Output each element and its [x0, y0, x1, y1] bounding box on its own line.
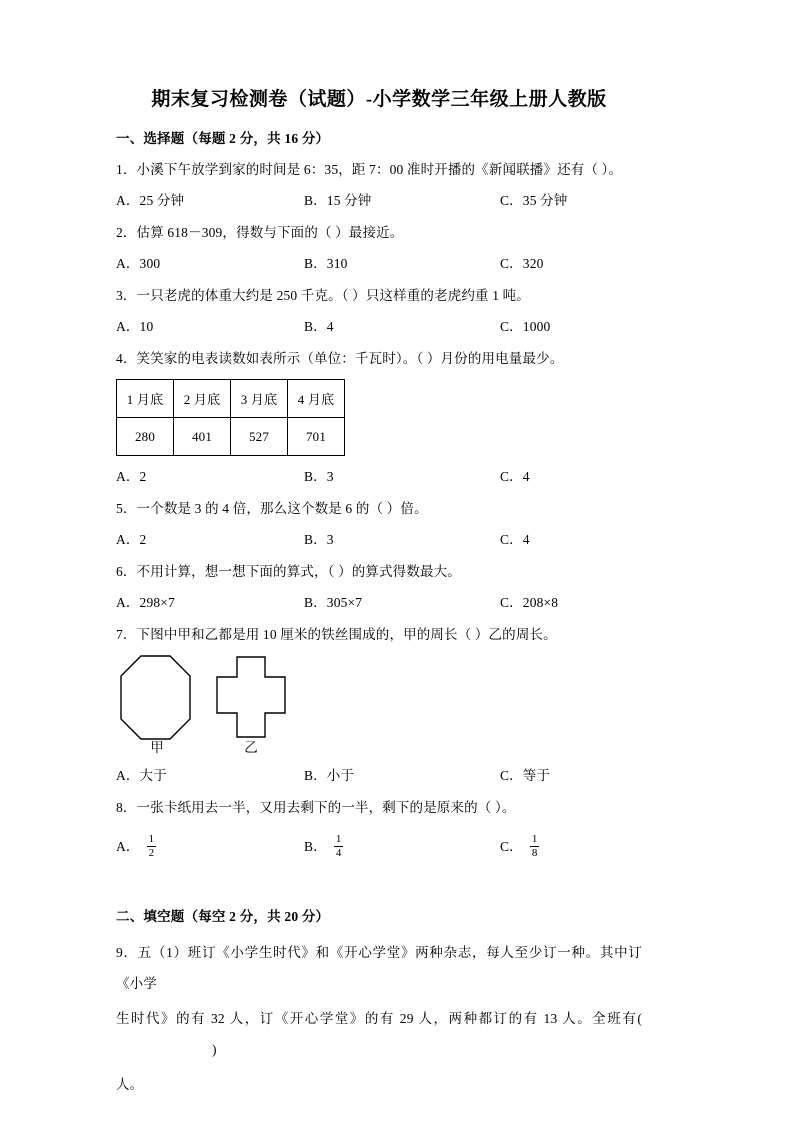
page-content — [116, 86, 642, 1104]
option-c-label: C． — [500, 839, 523, 854]
option-a-label: A． — [116, 839, 140, 854]
question-4-options — [116, 466, 642, 488]
option-b[interactable]: B．3 — [304, 532, 334, 547]
question-1-options — [116, 190, 642, 212]
option-b[interactable]: B．4 — [304, 319, 334, 334]
option-a[interactable]: A．10 — [116, 319, 154, 334]
question-5-stem: 5．一个数是 3 的 4 倍，那么这个数是 6 的（ ）倍。 — [116, 501, 428, 516]
option-b[interactable] — [304, 828, 346, 866]
question-7-options — [116, 765, 642, 787]
option-a[interactable]: A．2 — [116, 469, 147, 484]
option-b[interactable]: B．3 — [304, 469, 334, 484]
question-7-stem: 7．下图中甲和乙都是用 10 厘米的铁丝围成的，甲的周长（ ）乙的周长。 — [116, 627, 557, 642]
option-b[interactable]: B．15 分钟 — [304, 193, 372, 208]
option-c[interactable]: C．等于 — [500, 768, 551, 783]
question-4-stem: 4．笑笑家的电表读数如表所示（单位：千瓦时）。（ ）月份的用电量最少。 — [116, 351, 564, 366]
table-row-values — [117, 418, 345, 456]
option-c[interactable]: C．35 分钟 — [500, 193, 568, 208]
option-a[interactable]: A．298×7 — [116, 595, 175, 610]
table-value-cell: 280 — [117, 418, 174, 456]
question-6-options — [116, 592, 642, 614]
option-a[interactable]: A．2 — [116, 532, 147, 547]
option-b-label: B． — [304, 839, 327, 854]
electric-meter-table — [116, 379, 345, 456]
option-c[interactable] — [500, 828, 542, 866]
option-a[interactable] — [116, 828, 159, 866]
question-8-stem: 8．一张卡纸用去一半，又用去剩下的一半，剩下的是原来的（ ）。 — [116, 800, 516, 815]
table-value-cell: 527 — [231, 418, 288, 456]
option-c[interactable]: C．4 — [500, 469, 530, 484]
question-9-line-3: 人。 — [116, 1077, 144, 1092]
figure-cross-label: 乙 — [244, 740, 258, 755]
fraction-denominator: 2 — [148, 847, 155, 860]
fraction-numerator: 1 — [335, 832, 342, 845]
option-c[interactable]: C．320 — [500, 256, 544, 271]
fraction-one-quarter — [333, 834, 345, 860]
question-3-stem: 3．一只老虎的体重大约是 250 千克。（ ）只这样重的老虎约重 1 吨。 — [116, 288, 530, 303]
question-9-line-1: 9．五（1）班订《小学生时代》和《开心学堂》两种杂志，每人至少订一种。其中订《小学 — [116, 945, 642, 991]
section-heading-fill-blank: 二、填空题（每空 2 分，共 20 分） — [116, 909, 330, 924]
page-title: 期末复习检测卷（试题）-小学数学三年级上册人教版 — [151, 89, 607, 110]
question-3-options — [116, 316, 642, 338]
section-heading-choice: 一、选择题（每题 2 分，共 16 分） — [116, 131, 330, 146]
fraction-one-half — [146, 834, 158, 860]
question-5-options — [116, 529, 642, 551]
fraction-numerator: 1 — [531, 832, 538, 845]
fraction-one-eighth — [529, 834, 541, 860]
option-c[interactable]: C．208×8 — [500, 595, 559, 610]
table-header-cell: 2 月底 — [174, 380, 231, 418]
option-a[interactable]: A．25 分钟 — [116, 193, 185, 208]
fraction-denominator: 8 — [531, 847, 538, 860]
question-9-line-2 — [116, 1003, 642, 1065]
option-b[interactable]: B．小于 — [304, 768, 355, 783]
question-2-options — [116, 253, 642, 275]
table-header-cell: 1 月底 — [117, 380, 174, 418]
fraction-denominator: 4 — [335, 847, 342, 860]
question-1-stem: 1．小溪下午放学到家的时间是 6：35，距 7：00 准时开播的《新闻联播》还有（ ）。 — [116, 162, 623, 177]
figure-octagon — [120, 655, 194, 757]
option-b[interactable]: B．310 — [304, 256, 348, 271]
figure-cross — [212, 655, 290, 757]
question-2-stem: 2．估算 618－309，得数与下面的（ ）最接近。 — [116, 225, 404, 240]
question-6-stem: 6．不用计算，想一想下面的算式，（ ）的算式得数最大。 — [116, 564, 461, 579]
table-header-cell: 3 月底 — [231, 380, 288, 418]
table-row-headers — [117, 380, 345, 418]
question-8-options — [116, 828, 642, 866]
octagon-icon — [120, 655, 194, 741]
table-header-cell: 4 月底 — [288, 380, 345, 418]
question-9-line-2-after: ) — [212, 1042, 217, 1057]
option-a[interactable]: A．大于 — [116, 768, 167, 783]
option-c[interactable]: C．1000 — [500, 319, 551, 334]
option-c[interactable]: C．4 — [500, 532, 530, 547]
cross-shape-icon — [212, 655, 290, 741]
option-a[interactable]: A．300 — [116, 256, 161, 271]
table-value-cell: 701 — [288, 418, 345, 456]
figure-octagon-label: 甲 — [150, 740, 164, 755]
fraction-numerator: 1 — [148, 832, 155, 845]
question-7-figures — [116, 655, 642, 763]
question-9-line-2-before: 生时代》的有 32 人，订《开心学堂》的有 29 人，两种都订的有 13 人。全班有( — [116, 1011, 642, 1026]
option-b[interactable]: B．305×7 — [304, 595, 363, 610]
table-value-cell: 401 — [174, 418, 231, 456]
